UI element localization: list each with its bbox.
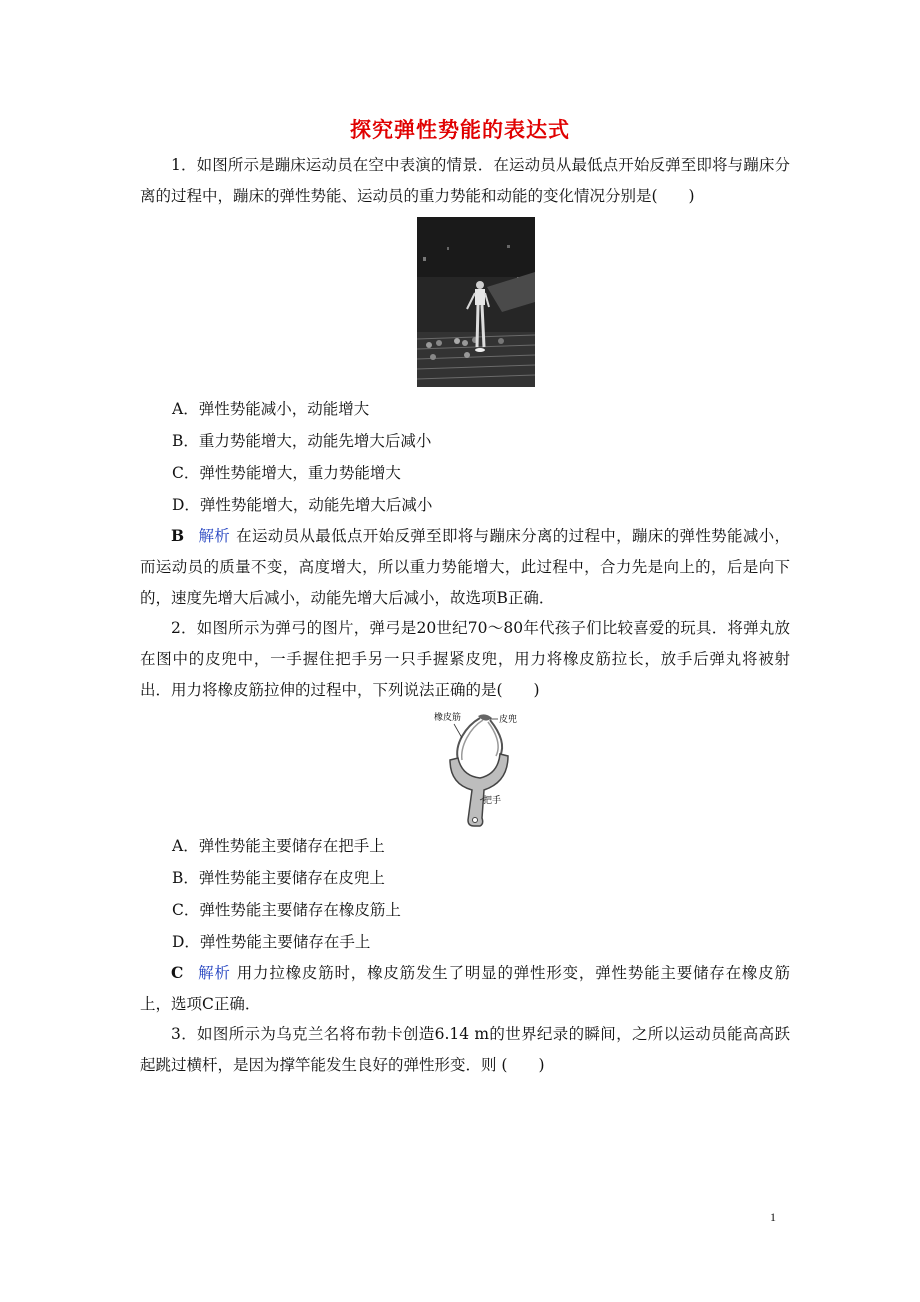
q2-option-b: B．弹性势能主要储存在皮兜上	[172, 869, 385, 887]
q2-analysis	[140, 957, 790, 1020]
label-pouch: 皮兜	[499, 715, 518, 725]
page-title: 探究弹性势能的表达式	[350, 117, 570, 142]
q1-answer: B	[171, 526, 185, 545]
q2-option-d: D．弹性势能主要储存在手上	[172, 933, 371, 951]
page-number: 1	[770, 1210, 776, 1224]
q1-analysis	[140, 520, 790, 614]
label-handle: 把手	[483, 796, 502, 806]
trampoline-photo	[417, 217, 535, 387]
q2-analysis-label: 解析	[197, 964, 231, 982]
question-2-stem: 2．如图所示为弹弓的图片，弹弓是20世纪70～80年代孩子们比较喜爱的玩具．将弹丸放在图中的皮兜中，一手握住把手另一只手握紧皮兜，用力将橡皮筋拉长，放手后弹丸将被射出．用力将橡皮筋拉伸的过程中，下列说法正确的是( )	[140, 619, 790, 699]
q2-analysis-text: 用力拉橡皮筋时，橡皮筋发生了明显的弹性形变，弹性势能主要储存在橡皮筋上，选项C正确．	[140, 964, 790, 1013]
q1-option-d: D．弹性势能增大，动能先增大后减小	[172, 496, 433, 514]
q1-option-b: B．重力势能增大，动能先增大后减小	[172, 432, 432, 450]
question-3-stem: 3．如图所示为乌克兰名将布勃卡创造6.14 m的世界纪录的瞬间，之所以运动员能高高跃起跳过横杆，是因为撑竿能发生良好的弹性形变．则 ( )	[140, 1025, 790, 1074]
q2-option-a: A．弹性势能主要储存在把手上	[172, 837, 385, 855]
q2-option-c: C．弹性势能主要储存在橡皮筋上	[172, 901, 401, 919]
slingshot-figure	[428, 710, 538, 830]
q1-option-c: C．弹性势能增大，重力势能增大	[172, 464, 401, 482]
question-1-stem: 1．如图所示是蹦床运动员在空中表演的情景．在运动员从最低点开始反弹至即将与蹦床分离的过程中，蹦床的弹性势能、运动员的重力势能和动能的变化情况分别是( )	[140, 156, 790, 205]
q2-answer: C	[171, 963, 184, 982]
q1-analysis-label: 解析	[198, 527, 231, 545]
q1-option-a: A．弹性势能减小，动能增大	[172, 400, 370, 418]
q1-analysis-text: 在运动员从最低点开始反弹至即将与蹦床分离的过程中，蹦床的弹性势能减小，而运动员的质量不变，高度增大，所以重力势能增大，此过程中，合力先是向上的，后是向下的，速度先增大后减小，动能先增大后减小，故选项B正确．	[140, 527, 790, 607]
label-rubber-band: 橡皮筋	[434, 713, 462, 723]
